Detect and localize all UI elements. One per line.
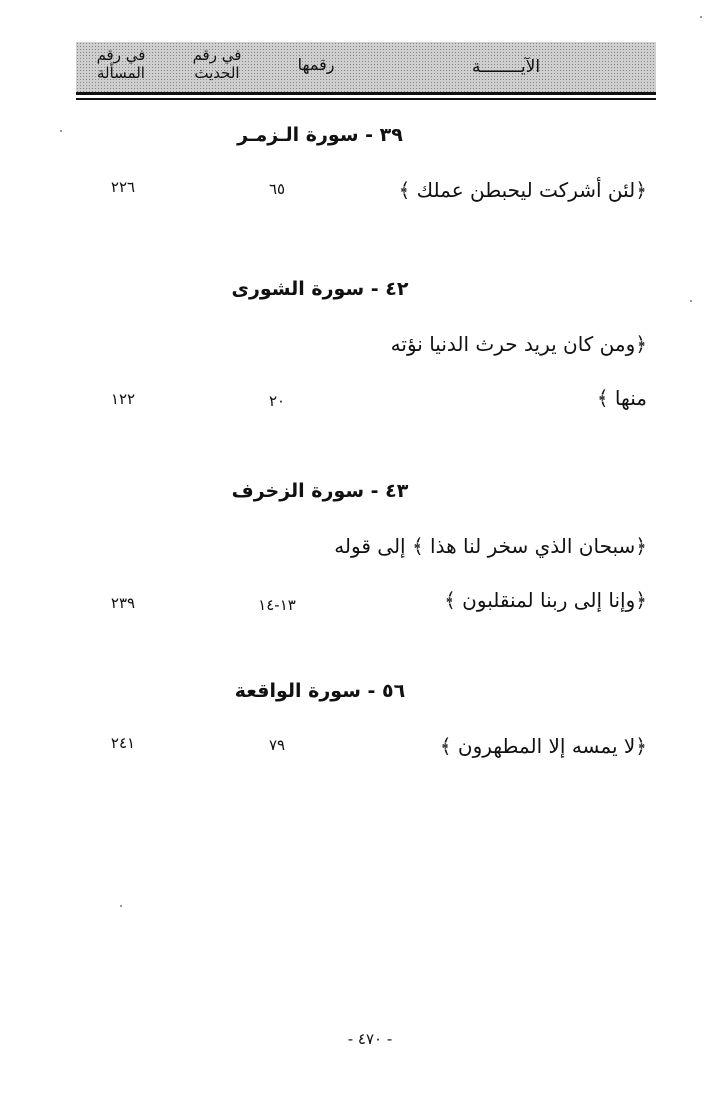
header-verse-number — [276, 56, 356, 74]
verse-text: ﴿لئن أشركت ليحبطن عملك ﴾ — [398, 178, 647, 202]
header-hadith-line2: الحديث — [194, 64, 240, 82]
surah-heading: ٤٢ - سورة الشورى — [231, 278, 409, 300]
verse-text: ﴿لا يمسه إلا المطهرون ﴾ — [439, 734, 647, 758]
verse-number: ٧٩ — [268, 736, 286, 754]
scan-speck — [60, 130, 62, 132]
header-issue-line1: في رقم — [96, 46, 146, 64]
header-hadith-line1: في رقم — [192, 46, 242, 64]
verse-number: ٦٥ — [268, 180, 286, 198]
surah-heading: ٥٦ - سورة الواقعة — [234, 680, 406, 702]
issue-number: ١٢٢ — [110, 390, 136, 408]
verse-text: منها ﴾ — [596, 386, 647, 410]
header-issue-number — [76, 46, 166, 82]
verse-number: ١٣-١٤ — [258, 596, 296, 614]
issue-number: ٢٤١ — [110, 734, 136, 752]
header-verse-label: الآيــــــــة — [471, 57, 541, 77]
surah-heading: ٤٣ - سورة الزخرف — [231, 480, 409, 502]
verse-number: ٢٠ — [268, 392, 286, 410]
issue-number: ٢٢٦ — [110, 178, 136, 196]
surah-heading: ٣٩ - سورة الـزمـر — [237, 124, 403, 146]
issue-number: ٢٣٩ — [110, 594, 136, 612]
header-hadith-number — [172, 46, 262, 82]
scan-speck — [120, 905, 122, 907]
page-number: - ٤٧٠ - — [347, 1030, 393, 1048]
verse-text: ﴿ومن كان يريد حرث الدنيا نؤته — [390, 332, 647, 356]
scan-speck — [700, 16, 702, 18]
verse-text: ﴿سبحان الذي سخر لنا هذا ﴾ إلى قوله — [334, 534, 647, 558]
scan-speck — [690, 300, 692, 302]
header-issue-line2: المسألة — [97, 64, 145, 82]
table-header — [76, 42, 656, 95]
header-verse — [436, 58, 576, 76]
verse-text: ﴿وإنا إلى ربنا لمنقلبون ﴾ — [444, 588, 647, 612]
header-verse-number-label: رقمها — [297, 55, 335, 74]
